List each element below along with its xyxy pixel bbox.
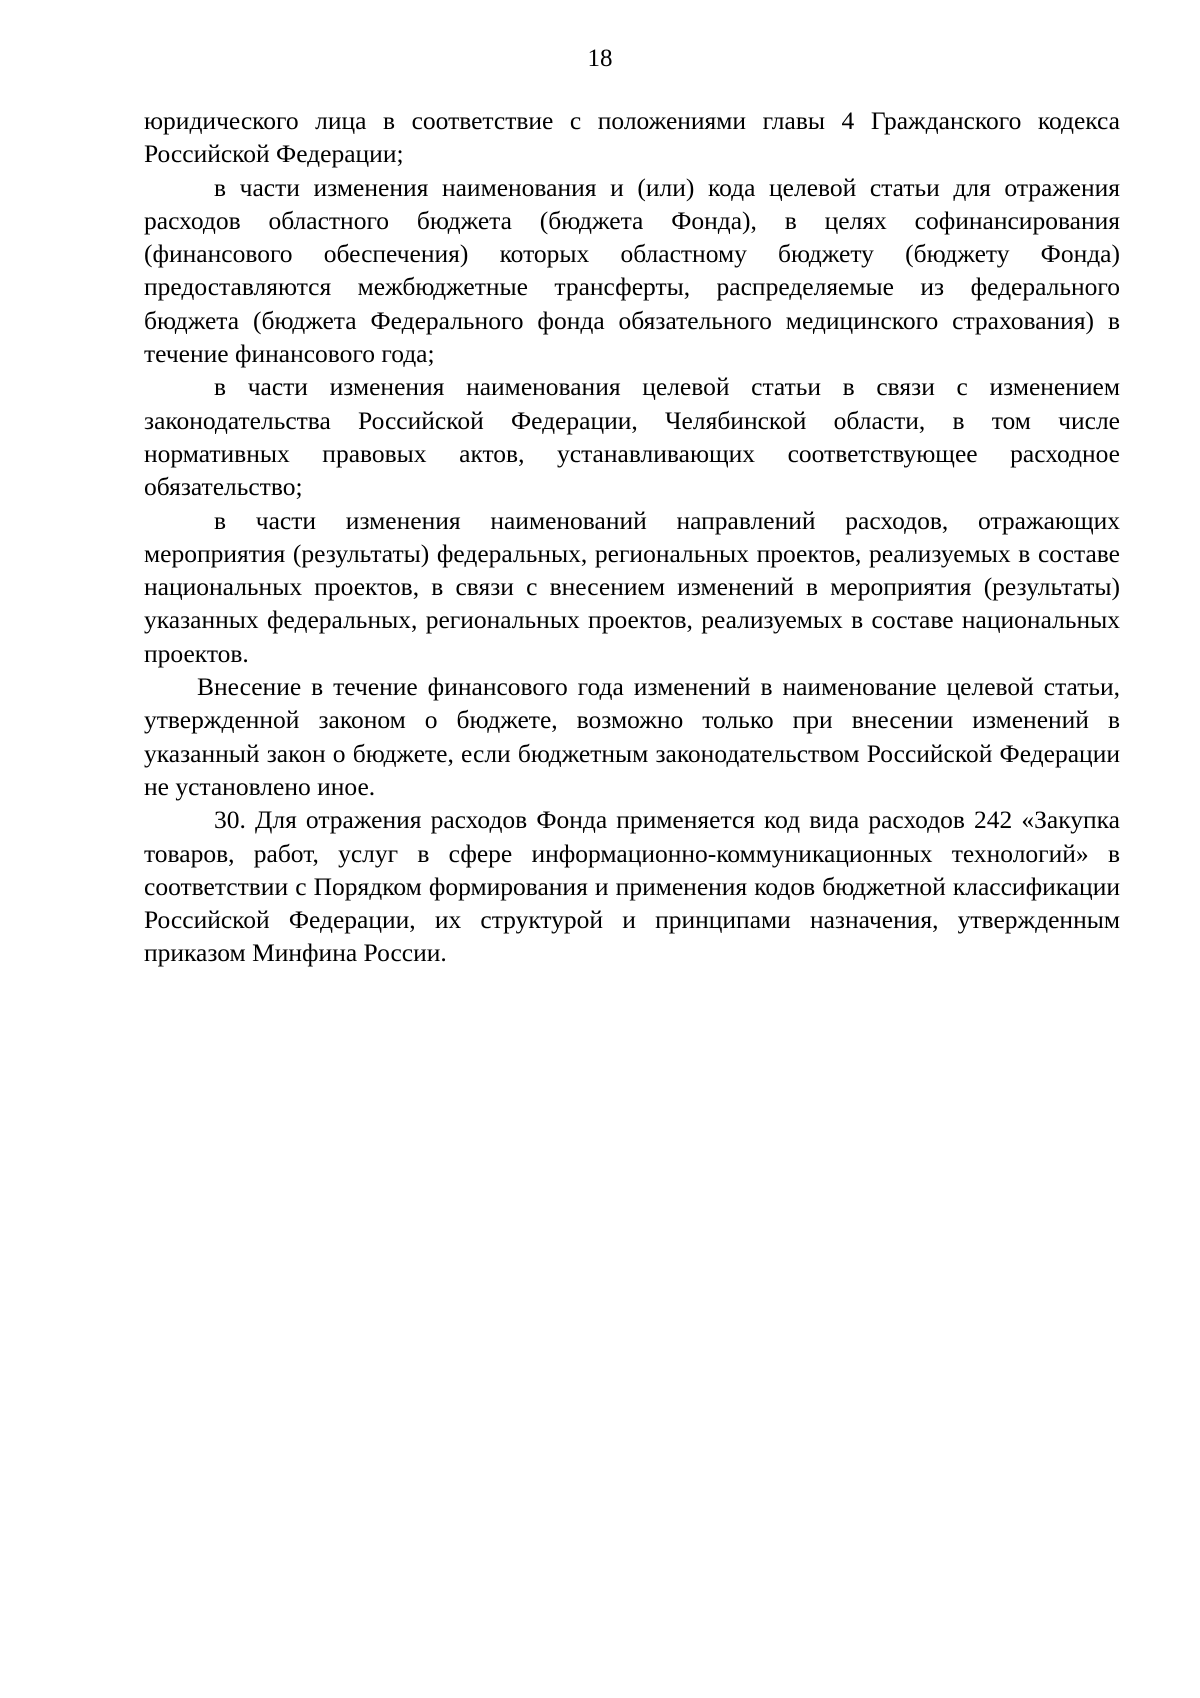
paragraph-budget-law-amendment: Внесение в течение финансового года изменений в наименование целевой статьи, утвержденной законом о бюджете, возможно только при внесении изменений в указанный закон о бюджете, если бюджетным законодательством Российской Федерации не установлено иное. xyxy=(144,672,1120,801)
paragraph-target-article-code: в части изменения наименования и (или) кода целевой статьи для отражения расходов областного бюджета (бюджета Фонда), в целях софинансирования (финансового обеспечения) которых областному бюджету (бюджету Фонда) предоставляются межбюджетные трансферты, распределяемые из федерального бюджета (бюджета Федерального фонда обязательного медицинского страхования) в течение финансового года; xyxy=(144,172,1120,369)
document-body xyxy=(144,104,1120,970)
page-number: 18 xyxy=(587,45,613,72)
paragraph-national-projects: в части изменения наименований направлений расходов, отражающих мероприятия (результаты) федеральных, региональных проектов, реализуемых в составе национальных проектов, в связи с внесением изменений в мероприятия (результаты) указанных федеральных, региональных проектов, реализуемых в составе национальных проектов. xyxy=(144,505,1120,668)
paragraph-legislation-change: в части изменения наименования целевой статьи в связи с изменением законодательства Российской Федерации, Челябинской области, в том числе нормативных правовых актов, устанавливающих соответствующее расходное обязательство; xyxy=(144,372,1120,502)
paragraph-item-30: 30. Для отражения расходов Фонда применяется код вида расходов 242 «Закупка товаров, работ, услуг в сфере информационно-коммуникационных технологий» в соответствии с Порядком формирования и применения кодов бюджетной классификации Российской Федерации, их структурой и принципами назначения, утвержденным приказом Минфина России. xyxy=(144,805,1120,968)
paragraph-continuation: юридического лица в соответствие с положениями главы 4 Гражданского кодекса Российской Федерации; xyxy=(144,106,1120,169)
